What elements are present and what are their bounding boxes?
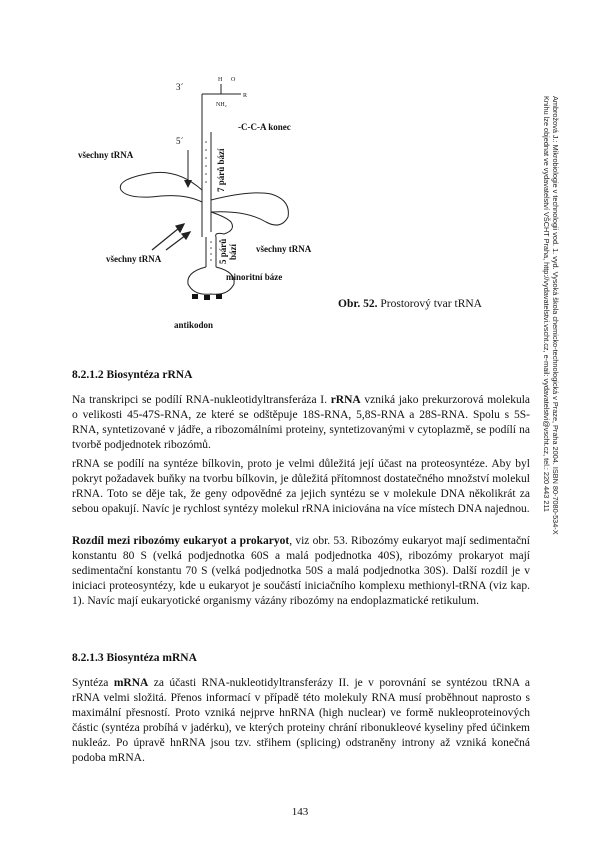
seven-pairs-label: 7 párů bází [216, 148, 226, 192]
cca-end-label: -C-C-A konec [238, 122, 291, 132]
trna-figure [66, 72, 366, 330]
all-trna-label-2: všechny tRNA [106, 254, 162, 264]
side-citation-line-1: Ambrožová J.: Mikrobiologie v technologii vod. 1. vyd. Vysoká škola chemicko-technologická v Praze, Praha 2004. ISBN 80-7080-534-X [551, 96, 560, 535]
side-citation [540, 96, 560, 656]
trna-diagram [66, 72, 366, 330]
page-number: 143 [291, 806, 309, 818]
rrna-p1-text: Na transkripci se podílí RNA-nukleotidyltransferáza I. [72, 394, 331, 406]
three-prime-label: 3´ [176, 82, 184, 92]
anticodon-label: antikodon [174, 320, 214, 330]
rrna-paragraph-2: rRNA se podílí na syntéze bílkovin, proto je velmi důležitá její účast na proteosyntéze. Aby byl pokryt požadavek buňky na tvorbu bílkovin, je důležitá přítomnost dostatečného množství molekul rRNA. Toto se děje tak, že geny odpovědné za jejich syntézu se v molekule DNA několikrát za sebou opakují. Navíc je rychlost syntézy molekul rRNA iniciována na více místech DNA najednou. [72, 458, 530, 515]
rrna-paragraph-1 [72, 393, 530, 453]
mrna-p1-text: Syntéza [72, 677, 114, 689]
rrna-p3-bold: Rozdíl mezi ribozómy eukaryot a prokaryot [72, 535, 290, 547]
mrna-p1-bold: mRNA [113, 677, 149, 689]
figure-caption-text: Prostorový tvar tRNA [377, 298, 482, 310]
rrna-paragraph-3 [72, 534, 530, 609]
side-citation-line-2: Knihu lze objednat ve vydavatelství VŠCHT Praha, http://vydavatelstvi.vscht.cz, e-mail: vydavatelstvi@vscht.cz, tel.: 220 443 211 [542, 96, 551, 512]
all-trna-label-3: všechny tRNA [256, 244, 312, 254]
top-h-label: H [218, 77, 223, 83]
top-r-label: R [243, 93, 248, 99]
top-o-label: O [231, 77, 236, 83]
mrna-heading: 8.2.1.3 Biosyntéza mRNA [72, 652, 197, 664]
five-prime-label: 5´ [176, 136, 184, 146]
figure-caption [338, 298, 482, 310]
mrna-paragraph-1 [72, 676, 530, 766]
minor-bases-label: minoritní báze [226, 272, 283, 282]
top-nh2-label: NH₂ [216, 102, 227, 108]
all-trna-label-1: všechny tRNA [78, 150, 134, 160]
figure-caption-label: Obr. 52. [338, 298, 378, 310]
rrna-p1-text-2: vzniká jako prekurzorová molekula o velikosti 45-47S-RNA, ze které se odštěpuje 18S-RNA, 5,8S-RNA a 28S-RNA. Spolu s 5S-RNA, syntetizované v jádře, a ribozomálními proteiny, syntetizovanými v cytoplazmě, se podílí na tvorbě podjednotek ribozómů. [72, 394, 530, 451]
rrna-p3-text: , viz obr. 53. Ribozómy eukaryot mají sedimentační konstantu 80 S (velká podjednotka 60S a malá podjednotka 40S), ribozómy prokaryot mají sedimentační konstantu 70 S (velká podjednotka 50S a malá podjednotka 30S). Další rozdíl je v iniciaci proteosyntézy, kde u eukaryot je součástí iniciačního komplexu methionyl-tRNA (viz kap. 1). Navíc mají eukaryotické organismy vázány ribozómy na endoplazmatické retikulum. [72, 535, 530, 607]
mrna-p1-text-2: za účasti RNA-nukleotidyltransferázy II. je v porovnání se syntézou tRNA a rRNA velmi složitá. Přenos informací v případě této molekuly RNA musí proběhnout naprosto s maximální přesností. Proto vzniká nejprve hnRNA (high nuclear) ve formě nukleoproteinových částic (syntéza probíhá v jadérku), ve kterých proteiny chrání ribonukleové kyseliny před účinkem nukleáz. Po úpravě hnRNA jsou tzv. střihem (splicing) odstraněny introny až vzniká konečná podoba mRNA. [72, 677, 530, 764]
five-pairs-label-a: 5 párů [218, 238, 228, 264]
rrna-heading: 8.2.1.2 Biosyntéza rRNA [72, 369, 193, 381]
five-pairs-label-b: bází [228, 243, 238, 260]
rrna-p1-bold: rRNA [330, 394, 361, 406]
